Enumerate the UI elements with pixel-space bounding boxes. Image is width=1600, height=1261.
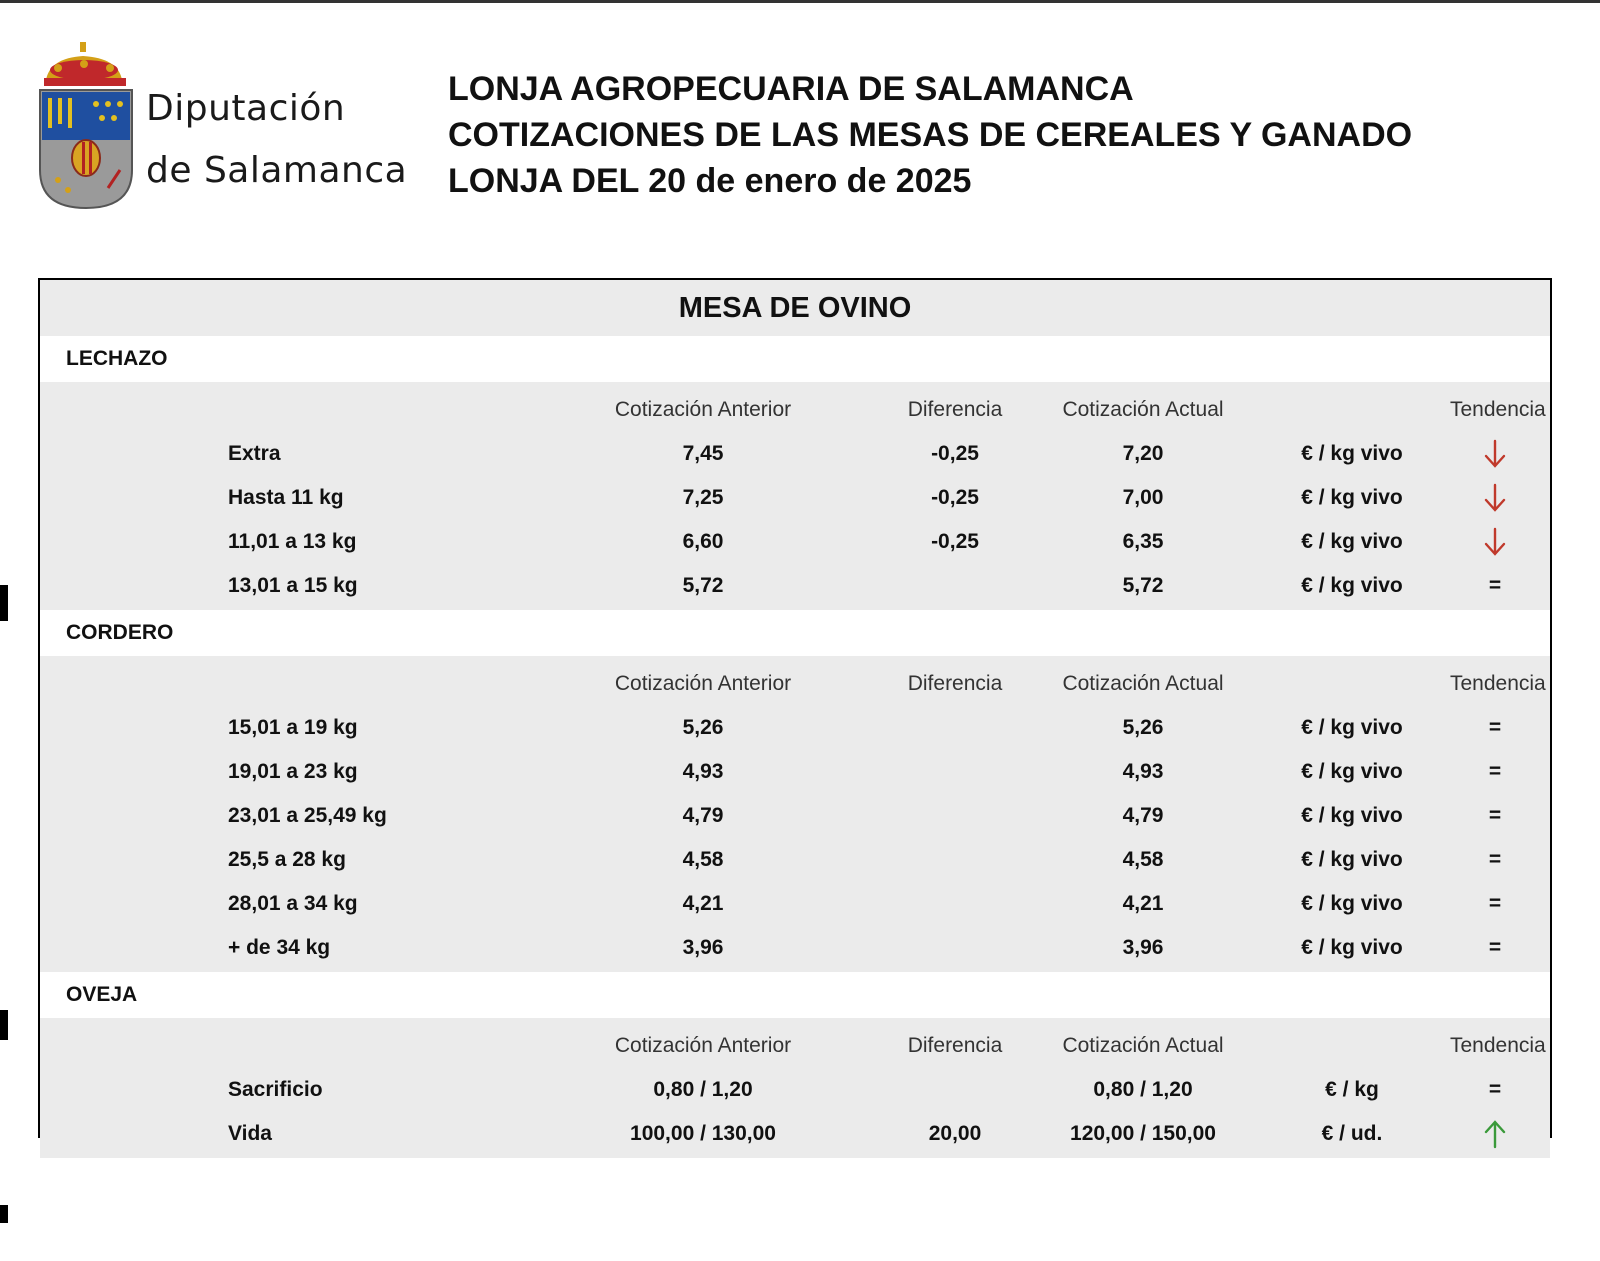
row-tendencia: =: [1488, 574, 1502, 597]
column-header-row: [40, 662, 1550, 706]
row-category: Extra: [228, 442, 281, 465]
row-cotizacion-anterior: 5,26: [682, 716, 724, 739]
diputacion-logo: [36, 40, 408, 215]
row-tendencia: =: [1488, 848, 1502, 871]
row-diferencia: -0,25: [931, 486, 979, 509]
logo-text-line1: Diputación: [146, 88, 346, 129]
column-header-actual: Cotización Actual: [1062, 398, 1224, 421]
row-unit: € / kg vivo: [1301, 530, 1403, 553]
row-diferencia: 20,00: [928, 1122, 982, 1145]
header-title-line2: COTIZACIONES DE LAS MESAS DE CEREALES Y GANADO: [448, 116, 1413, 154]
row-cotizacion-anterior: 4,21: [682, 892, 724, 915]
row-category: Hasta 11 kg: [228, 486, 344, 509]
section-body: [40, 656, 1550, 972]
column-header-tendencia: Tendencia: [1450, 672, 1546, 695]
page-header: [448, 66, 1412, 204]
arrow-up-icon: [1484, 1119, 1506, 1149]
column-header-anterior: Cotización Anterior: [614, 1034, 792, 1057]
row-category: 23,01 a 25,49 kg: [228, 804, 387, 827]
row-cotizacion-actual: 6,35: [1122, 530, 1164, 553]
row-cotizacion-anterior: 4,93: [682, 760, 724, 783]
row-cotizacion-actual: 4,79: [1122, 804, 1164, 827]
column-header-row: [40, 388, 1550, 432]
row-tendencia: =: [1488, 1078, 1502, 1101]
row-cotizacion-actual: 4,93: [1122, 760, 1164, 783]
table-row: [40, 706, 1550, 750]
row-category: 15,01 a 19 kg: [228, 716, 358, 739]
margin-mark: [0, 1010, 8, 1040]
section-label: CORDERO: [40, 610, 1550, 656]
column-header-diferencia: Diferencia: [907, 398, 1003, 421]
row-cotizacion-actual: 4,21: [1122, 892, 1164, 915]
table-row: [40, 750, 1550, 794]
table-row: [40, 882, 1550, 926]
table-row: [40, 1068, 1550, 1112]
coat-of-arms-icon: [36, 40, 136, 215]
row-cotizacion-anterior: 0,80 / 1,20: [653, 1078, 753, 1101]
section-label: LECHAZO: [40, 336, 1550, 382]
row-cotizacion-actual: 5,72: [1122, 574, 1164, 597]
arrow-down-icon: [1484, 527, 1506, 557]
table-title: MESA DE OVINO: [40, 280, 1550, 336]
row-unit: € / kg vivo: [1301, 804, 1403, 827]
row-tendencia: [1450, 432, 1540, 476]
column-header-actual: Cotización Actual: [1062, 672, 1224, 695]
row-cotizacion-anterior: 4,58: [682, 848, 724, 871]
column-header-tendencia: Tendencia: [1450, 1034, 1546, 1057]
row-cotizacion-actual: 3,96: [1122, 936, 1164, 959]
column-header-diferencia: Diferencia: [907, 672, 1003, 695]
margin-mark: [0, 585, 8, 621]
row-cotizacion-anterior: 100,00 / 130,00: [630, 1122, 776, 1145]
row-category: Vida: [228, 1122, 272, 1145]
section-body: [40, 1018, 1550, 1158]
row-cotizacion-anterior: 4,79: [682, 804, 724, 827]
row-unit: € / kg vivo: [1301, 716, 1403, 739]
row-diferencia: -0,25: [931, 530, 979, 553]
row-cotizacion-anterior: 7,45: [682, 442, 724, 465]
row-cotizacion-actual: 7,00: [1122, 486, 1164, 509]
column-header-anterior: Cotización Anterior: [614, 398, 792, 421]
top-border-line: [0, 0, 1600, 3]
row-cotizacion-actual: 4,58: [1122, 848, 1164, 871]
table-row: [40, 1112, 1550, 1156]
table-row: [40, 432, 1550, 476]
arrow-down-icon: [1484, 439, 1506, 469]
table-sections: [40, 336, 1550, 1158]
row-unit: € / kg vivo: [1301, 486, 1403, 509]
row-cotizacion-anterior: 5,72: [682, 574, 724, 597]
table-row: [40, 838, 1550, 882]
row-diferencia: -0,25: [931, 442, 979, 465]
margin-mark: [0, 1205, 8, 1223]
row-cotizacion-anterior: 7,25: [682, 486, 724, 509]
row-category: 28,01 a 34 kg: [228, 892, 358, 915]
row-category: 25,5 a 28 kg: [228, 848, 346, 871]
column-header-diferencia: Diferencia: [907, 1034, 1003, 1057]
table-row: [40, 926, 1550, 970]
row-tendencia: [1450, 476, 1540, 520]
logo-text-line2: de Salamanca: [146, 150, 408, 191]
row-tendencia: =: [1488, 804, 1502, 827]
row-category: 19,01 a 23 kg: [228, 760, 358, 783]
row-cotizacion-anterior: 6,60: [682, 530, 724, 553]
section-body: [40, 382, 1550, 610]
row-cotizacion-actual: 0,80 / 1,20: [1093, 1078, 1193, 1101]
row-tendencia: =: [1488, 716, 1502, 739]
row-unit: € / kg vivo: [1301, 936, 1403, 959]
table-row: [40, 476, 1550, 520]
row-tendencia: =: [1488, 760, 1502, 783]
table-row: [40, 520, 1550, 564]
column-header-anterior: Cotización Anterior: [614, 672, 792, 695]
header-title-line3: LONJA DEL 20 de enero de 2025: [448, 162, 972, 200]
price-table: [38, 278, 1552, 1145]
row-unit: € / ud.: [1321, 1122, 1383, 1145]
row-unit: € / kg vivo: [1301, 892, 1403, 915]
row-cotizacion-actual: 120,00 / 150,00: [1070, 1122, 1216, 1145]
row-category: Sacrificio: [228, 1078, 323, 1101]
row-cotizacion-actual: 7,20: [1122, 442, 1164, 465]
row-unit: € / kg: [1325, 1078, 1379, 1101]
column-header-actual: Cotización Actual: [1062, 1034, 1224, 1057]
row-category: 13,01 a 15 kg: [228, 574, 358, 597]
row-tendencia: [1450, 520, 1540, 564]
column-header-tendencia: Tendencia: [1450, 398, 1546, 421]
row-unit: € / kg vivo: [1301, 760, 1403, 783]
row-category: 11,01 a 13 kg: [228, 530, 357, 553]
section-label: OVEJA: [40, 972, 1550, 1018]
row-unit: € / kg vivo: [1301, 848, 1403, 871]
row-unit: € / kg vivo: [1301, 442, 1403, 465]
column-header-row: [40, 1024, 1550, 1068]
table-row: [40, 564, 1550, 608]
table-row: [40, 794, 1550, 838]
header-title-line1: LONJA AGROPECUARIA DE SALAMANCA: [448, 70, 1134, 108]
row-unit: € / kg vivo: [1301, 574, 1403, 597]
row-tendencia: [1450, 1112, 1540, 1156]
arrow-down-icon: [1484, 483, 1506, 513]
row-category: + de 34 kg: [228, 936, 331, 959]
row-tendencia: =: [1488, 936, 1502, 959]
row-cotizacion-anterior: 3,96: [682, 936, 724, 959]
row-cotizacion-actual: 5,26: [1122, 716, 1164, 739]
row-tendencia: =: [1488, 892, 1502, 915]
